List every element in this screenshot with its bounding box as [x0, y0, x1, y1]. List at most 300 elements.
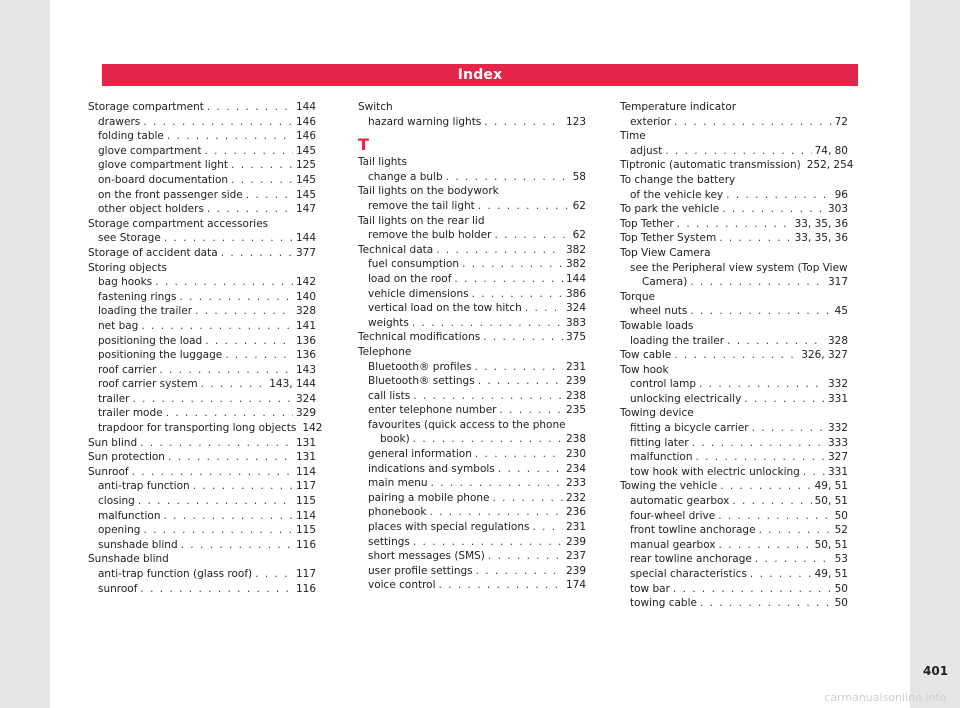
index-term: roof carrier	[98, 363, 157, 376]
index-page-ref: 141	[295, 319, 316, 332]
index-page-ref: 131	[295, 436, 316, 449]
index-entry	[88, 406, 316, 421]
index-term: other object holders	[98, 203, 204, 216]
index-page-ref: 231	[565, 360, 586, 373]
index-term: positioning the load	[98, 334, 203, 347]
leader-dots	[412, 316, 563, 331]
index-page-ref: 238	[565, 389, 586, 402]
index-page-ref: 116	[295, 582, 316, 595]
index-page-ref: 125	[295, 159, 316, 172]
index-term: loading the trailer	[98, 305, 193, 318]
index-entry	[620, 173, 848, 188]
leader-dots	[699, 377, 825, 392]
leader-dots	[525, 301, 563, 316]
index-page-ref: 117	[295, 568, 316, 580]
leader-dots	[732, 494, 811, 509]
index-page-ref: 234	[565, 462, 586, 475]
index-term: of the vehicle key	[630, 188, 724, 201]
leader-dots	[166, 406, 293, 421]
index-page-ref: 331	[827, 392, 848, 405]
index-term: special characteristics	[630, 568, 747, 580]
index-entry	[88, 363, 316, 378]
leader-dots	[140, 582, 293, 597]
leader-dots	[255, 567, 293, 582]
index-entry	[88, 261, 316, 276]
index-entry	[620, 421, 848, 436]
index-term: adjust	[630, 144, 663, 157]
index-entry	[358, 345, 586, 360]
index-entry	[358, 447, 586, 462]
index-page-ref: 123	[565, 115, 586, 128]
index-entry	[620, 450, 848, 465]
leader-dots	[167, 129, 293, 144]
leader-dots	[138, 494, 293, 509]
index-page-ref: 331	[827, 465, 848, 478]
leader-dots	[207, 202, 293, 217]
index-entry	[88, 450, 316, 465]
index-term: general information	[368, 448, 472, 461]
index-page-ref: 239	[565, 375, 586, 388]
index-entry	[620, 552, 848, 567]
index-entry	[88, 421, 323, 436]
index-entry	[620, 115, 848, 130]
index-term: fastening rings	[98, 290, 177, 303]
index-page-ref: 50, 51	[814, 538, 848, 551]
index-term: places with special regulations	[368, 521, 530, 534]
index-entry	[358, 115, 586, 130]
index-term: sunroof	[98, 582, 138, 595]
leader-dots	[201, 377, 267, 392]
leader-dots	[719, 538, 812, 553]
index-term: phonebook	[368, 506, 427, 519]
leader-dots	[413, 535, 563, 550]
index-term: voice control	[368, 579, 436, 592]
index-term: manual gearbox	[630, 538, 716, 551]
index-term: hazard warning lights	[368, 115, 482, 128]
index-term: net bag	[98, 319, 139, 332]
index-term: Storage compartment	[88, 101, 204, 113]
leader-dots	[695, 450, 824, 465]
index-term: settings	[368, 535, 410, 548]
index-entry	[88, 217, 316, 232]
index-page-ref: 144	[295, 101, 316, 113]
index-page-ref: 232	[565, 491, 586, 504]
index-entry	[358, 301, 586, 316]
leader-dots	[132, 465, 293, 480]
index-term: tow bar	[630, 582, 670, 595]
index-entry	[88, 231, 316, 246]
index-term: fitting a bicycle carrier	[630, 422, 749, 435]
index-entry	[620, 596, 848, 611]
index-entry	[358, 491, 586, 506]
index-entry	[358, 257, 586, 272]
index-page-ref: 382	[565, 258, 586, 271]
index-column-1	[88, 100, 323, 596]
index-page-ref: 236	[565, 506, 586, 519]
index-entry	[358, 184, 586, 199]
index-entry	[88, 509, 316, 524]
leader-dots	[744, 392, 825, 407]
index-term: positioning the luggage	[98, 349, 223, 362]
index-page-ref: 324	[295, 392, 316, 405]
index-entry	[88, 173, 316, 188]
index-term: fuel consumption	[368, 258, 460, 271]
index-column-2	[358, 100, 586, 593]
index-entry	[620, 392, 848, 407]
index-term: glove compartment light	[98, 159, 229, 172]
index-entry	[88, 465, 316, 480]
leader-dots	[483, 330, 563, 345]
index-entry	[620, 217, 848, 232]
index-page-ref: 147	[295, 203, 316, 216]
index-term: Storage compartment accessories	[88, 217, 269, 230]
index-page-ref: 239	[565, 535, 586, 548]
index-term: call lists	[368, 389, 411, 402]
leader-dots	[207, 100, 293, 115]
leader-dots	[164, 231, 293, 246]
leader-dots	[803, 465, 825, 480]
index-entry	[358, 505, 586, 520]
index-entry	[620, 188, 848, 203]
index-page-ref: 328	[827, 334, 848, 347]
index-page-ref: 136	[295, 334, 316, 347]
index-entry	[358, 403, 586, 418]
index-page-ref: 96	[834, 188, 848, 201]
index-page-ref: 116	[295, 538, 316, 551]
index-page-ref: 50	[834, 509, 848, 522]
index-page-ref: 174	[565, 579, 586, 592]
index-page-ref: 145	[295, 173, 316, 186]
index-page-ref: 52	[834, 524, 848, 537]
index-entry	[358, 330, 586, 345]
leader-dots	[673, 582, 832, 597]
index-entry	[358, 462, 586, 477]
leader-dots	[674, 115, 832, 130]
index-page-ref: 332	[827, 422, 848, 435]
index-entry	[620, 479, 848, 494]
index-term: sunshade blind	[98, 538, 178, 551]
index-entry	[88, 479, 316, 494]
index-entry	[358, 100, 586, 115]
index-entry	[88, 319, 316, 334]
index-page-ref: 140	[295, 290, 316, 303]
index-page-ref: 50	[834, 582, 848, 595]
leader-dots	[488, 549, 563, 564]
index-entry	[88, 100, 316, 115]
leader-dots	[195, 304, 293, 319]
index-page-ref: 136	[295, 349, 316, 362]
index-term: bag hooks	[98, 276, 153, 289]
index-term: book)	[380, 433, 410, 446]
index-page-ref: 239	[565, 564, 586, 577]
index-entry	[620, 538, 848, 553]
leader-dots	[690, 304, 831, 319]
index-term: loading the trailer	[630, 334, 725, 347]
index-entry	[88, 129, 316, 144]
index-entry	[88, 188, 316, 203]
leader-dots	[494, 228, 569, 243]
index-entry	[358, 360, 586, 375]
index-term: Tow hook	[620, 363, 669, 376]
index-page-ref: 115	[295, 524, 316, 537]
index-page-ref: 131	[295, 451, 316, 464]
index-entry	[620, 261, 848, 276]
index-entry	[620, 523, 848, 538]
index-entry	[620, 202, 848, 217]
index-term: Storage of accident data	[88, 246, 218, 259]
index-term: Time	[620, 130, 646, 143]
index-entry	[88, 202, 316, 217]
index-page-ref: 383	[565, 316, 586, 329]
index-page-ref: 332	[827, 378, 848, 391]
index-term: short messages (SMS)	[368, 550, 485, 563]
index-entry	[620, 348, 848, 363]
leader-dots	[700, 596, 832, 611]
index-term: Towable loads	[620, 319, 694, 332]
index-term: Top Tether	[620, 217, 674, 230]
index-term: user profile settings	[368, 564, 473, 577]
index-entry	[88, 494, 316, 509]
index-entry	[620, 144, 848, 159]
index-entry	[358, 520, 586, 535]
index-page-ref: 382	[565, 243, 586, 256]
index-entry	[620, 231, 848, 246]
leader-dots	[141, 319, 293, 334]
index-entry	[88, 144, 316, 159]
leader-dots	[475, 447, 563, 462]
manual-page	[50, 0, 949, 708]
index-page-ref: 50, 51	[814, 495, 848, 508]
leader-dots	[143, 115, 293, 130]
index-page-ref: 375	[565, 331, 586, 344]
index-page-ref: 144	[565, 272, 586, 285]
index-page-ref: 62	[572, 199, 586, 212]
leader-dots	[181, 538, 293, 553]
index-term: Bluetooth® profiles	[368, 360, 472, 373]
index-entry	[88, 334, 316, 349]
index-entry	[358, 476, 586, 491]
index-term: Technical modifications	[358, 331, 481, 344]
index-term: Top Tether System	[620, 232, 717, 245]
index-page-ref: 333	[827, 436, 848, 449]
leader-dots	[674, 348, 798, 363]
index-entry	[358, 155, 586, 170]
index-entry	[88, 582, 316, 597]
index-page-ref: 328	[295, 305, 316, 318]
index-term: Camera)	[642, 276, 688, 289]
index-term: trapdoor for transporting long objects	[98, 422, 297, 435]
leader-dots	[204, 144, 293, 159]
index-page-ref: 235	[565, 404, 586, 417]
index-page-ref: 49, 51	[814, 568, 848, 580]
leader-dots	[246, 188, 293, 203]
index-entry	[358, 272, 586, 287]
index-entry	[358, 418, 586, 433]
page-number: 401	[923, 664, 949, 678]
index-page-ref: 238	[565, 433, 586, 446]
leader-dots	[168, 450, 293, 465]
index-entry	[358, 564, 586, 579]
index-term: anti-trap function	[98, 480, 190, 493]
index-term: Towing device	[620, 407, 694, 420]
leader-dots	[677, 217, 792, 232]
index-page-ref: 50	[834, 597, 848, 610]
index-entry	[620, 436, 848, 451]
leader-dots	[759, 523, 832, 538]
leader-dots	[454, 272, 563, 287]
index-entry	[620, 334, 848, 349]
leader-dots	[155, 275, 293, 290]
leader-dots	[474, 360, 563, 375]
index-entry	[88, 290, 316, 305]
index-page-ref: 326, 327	[801, 349, 848, 362]
leader-dots	[750, 567, 812, 582]
index-term: front towline anchorage	[630, 524, 756, 537]
index-term: remove the bulb holder	[368, 229, 492, 242]
index-term: change a bulb	[368, 170, 443, 183]
index-page-ref: 53	[834, 553, 848, 566]
leader-dots	[413, 432, 563, 447]
index-entry	[620, 290, 848, 305]
leader-dots	[193, 479, 293, 494]
leader-dots	[718, 509, 831, 524]
index-entry	[88, 246, 316, 261]
index-entry	[88, 436, 316, 451]
index-page-ref: 231	[565, 521, 586, 534]
index-term: unlocking electrically	[630, 392, 742, 405]
index-entry	[358, 199, 586, 214]
index-entry	[620, 129, 848, 144]
leader-dots	[446, 170, 570, 185]
index-term: four-wheel drive	[630, 509, 716, 522]
index-term: To change the battery	[620, 173, 736, 186]
index-page-ref: 62	[572, 229, 586, 242]
index-term: tow hook with electric unlocking	[630, 465, 800, 478]
leader-dots	[476, 564, 563, 579]
leader-dots	[205, 334, 293, 349]
index-entry	[358, 432, 586, 447]
index-term: anti-trap function (glass roof)	[98, 568, 253, 580]
index-page-ref: 143	[295, 363, 316, 376]
index-page-ref: 386	[565, 287, 586, 300]
index-page-ref: 45	[834, 305, 848, 318]
leader-dots	[429, 505, 563, 520]
index-term: Torque	[620, 290, 655, 303]
index-entry	[358, 549, 586, 564]
index-term: control lamp	[630, 378, 696, 391]
index-term: exterior	[630, 115, 672, 128]
index-entry	[620, 363, 848, 378]
index-entry	[358, 214, 586, 229]
index-term: Telephone	[358, 345, 412, 358]
index-term: Sun protection	[88, 451, 165, 464]
index-column-3	[620, 100, 854, 611]
leader-dots	[462, 257, 563, 272]
index-page-ref: 33, 35, 36	[794, 217, 848, 230]
index-page-ref: 377	[295, 246, 316, 259]
index-page-ref: 143, 144	[269, 378, 316, 391]
index-page-ref: 114	[295, 465, 316, 478]
index-entry	[88, 275, 316, 290]
index-term: rear towline anchorage	[630, 553, 752, 566]
index-entry	[620, 567, 848, 582]
index-entry	[358, 316, 586, 331]
index-term: malfunction	[630, 451, 693, 464]
index-term: glove compartment	[98, 144, 202, 157]
index-term: indications and symbols	[368, 462, 495, 475]
leader-dots	[719, 231, 791, 246]
index-entry	[620, 406, 848, 421]
index-term: load on the roof	[368, 272, 452, 285]
leader-dots	[727, 334, 825, 349]
leader-dots	[478, 374, 563, 389]
index-term: Sun blind	[88, 436, 138, 449]
index-term: see Storage	[98, 232, 161, 245]
leader-dots	[472, 287, 563, 302]
index-page-ref: 142	[302, 422, 323, 435]
index-page-ref: 252, 254	[806, 159, 854, 172]
index-term: drawers	[98, 115, 141, 128]
index-page-ref: 145	[295, 144, 316, 157]
index-entry	[88, 377, 316, 392]
leader-dots	[726, 188, 831, 203]
index-term: vehicle dimensions	[368, 287, 469, 300]
leader-dots	[690, 275, 825, 290]
index-entry	[358, 228, 586, 243]
leader-dots	[493, 491, 563, 506]
index-page-ref: 142	[295, 276, 316, 289]
index-term: Storing objects	[88, 261, 167, 274]
index-entry	[620, 100, 848, 115]
index-entry	[620, 319, 848, 334]
leader-dots	[159, 363, 293, 378]
leader-dots	[132, 392, 292, 407]
index-term: Sunroof	[88, 465, 129, 478]
index-entry	[88, 523, 316, 538]
index-page-ref: 303	[827, 203, 848, 216]
index-page-ref: 327	[827, 451, 848, 464]
index-term: Bluetooth® settings	[368, 375, 475, 388]
index-entry	[88, 304, 316, 319]
index-term: wheel nuts	[630, 305, 688, 318]
index-entry	[620, 465, 848, 480]
index-letter-heading: T	[358, 135, 369, 155]
index-page-ref: 144	[295, 232, 316, 245]
index-term: Temperature indicator	[620, 101, 737, 113]
index-term: Sunshade blind	[88, 553, 169, 566]
index-term: To park the vehicle	[620, 203, 720, 216]
index-entry	[620, 304, 848, 319]
index-page-ref: 146	[295, 130, 316, 143]
index-entry	[358, 374, 586, 389]
index-header-bar	[102, 64, 858, 86]
watermark: carmanualsonline.info	[824, 691, 946, 704]
index-page-ref: 324	[565, 302, 586, 315]
index-term: Technical data	[358, 243, 434, 256]
leader-dots	[143, 523, 293, 538]
leader-dots	[498, 462, 563, 477]
index-page-ref: 114	[295, 509, 316, 522]
index-term: fitting later	[630, 436, 689, 449]
index-term: Tow cable	[620, 349, 672, 362]
index-page-ref: 72	[834, 115, 848, 128]
index-term: main menu	[368, 477, 428, 490]
index-term: trailer	[98, 392, 130, 405]
index-term: Tiptronic (automatic transmission)	[620, 159, 801, 172]
leader-dots	[431, 476, 563, 491]
leader-dots	[532, 520, 563, 535]
index-entry	[358, 535, 586, 550]
